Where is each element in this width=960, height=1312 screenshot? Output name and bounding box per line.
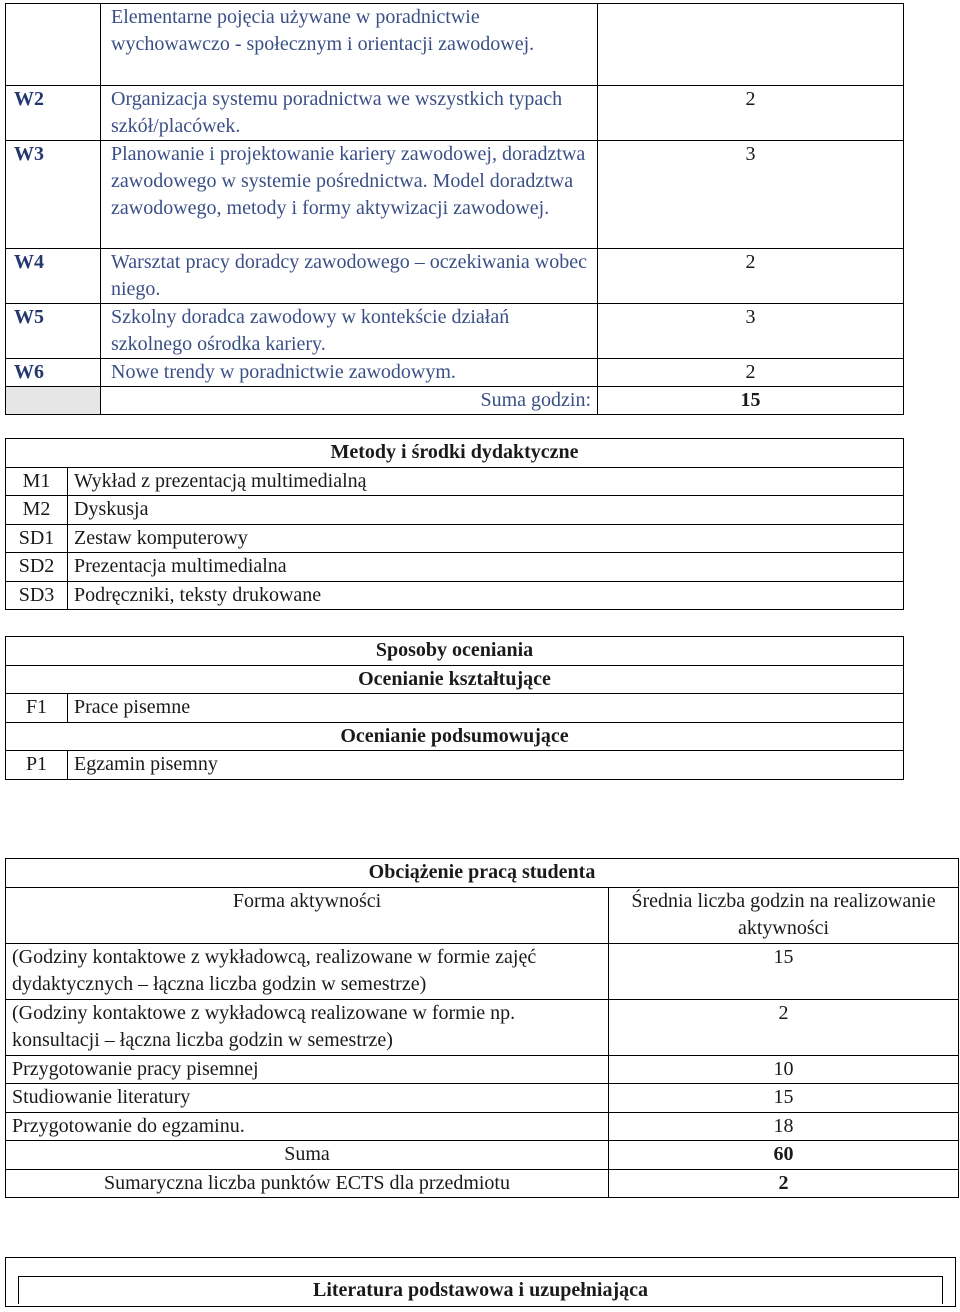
topic-code: W5 [6, 304, 101, 359]
method-code: M1 [6, 467, 68, 496]
summative-title: Ocenianie podsumowujące [6, 722, 904, 751]
workload-label: Przygotowanie do egzaminu. [6, 1112, 609, 1141]
methods-table [5, 438, 904, 610]
topic-code: W4 [6, 249, 101, 304]
topic-hours: 2 [598, 359, 904, 387]
topic-hours: 2 [598, 86, 904, 141]
sum-label: Suma godzin: [101, 387, 598, 415]
method-text: Zestaw komputerowy [68, 524, 904, 553]
workload-label: (Godziny kontaktowe z wykładowcą, realizowane w formie zajęć dydaktycznych – łączna liczba godzin w semestrze) [6, 943, 609, 999]
topic-hours: 3 [598, 304, 904, 359]
topic-code: W2 [6, 86, 101, 141]
method-text: Wykład z prezentacją multimedialną [68, 467, 904, 496]
summative-text: Egzamin pisemny [68, 751, 904, 780]
method-row [6, 553, 904, 582]
topic-text: Szkolny doradca zawodowy w kontekście działań szkolnego ośrodka kariery. [101, 304, 598, 359]
topic-row [6, 304, 904, 359]
workload-col2-header: Średnia liczba godzin na realizowanie aktywności [609, 887, 959, 943]
ects-row [6, 1169, 959, 1198]
topic-code [6, 4, 101, 86]
sum-value: 15 [598, 387, 904, 415]
workload-value: 2 [609, 999, 959, 1055]
summative-code: P1 [6, 751, 68, 780]
workload-value: 15 [609, 1084, 959, 1113]
literature-inner [18, 1276, 943, 1304]
workload-row [6, 1055, 959, 1084]
methods-title-row [6, 439, 904, 468]
topic-hours: 3 [598, 141, 904, 249]
method-code: M2 [6, 496, 68, 525]
topic-hours: 2 [598, 249, 904, 304]
method-row [6, 467, 904, 496]
workload-label: Studiowanie literatury [6, 1084, 609, 1113]
formative-row [6, 694, 904, 723]
workload-table [5, 858, 959, 1198]
topic-row [6, 359, 904, 387]
workload-col1-header: Forma aktywności [6, 887, 609, 943]
method-code: SD1 [6, 524, 68, 553]
workload-value: 18 [609, 1112, 959, 1141]
workload-label: (Godziny kontaktowe z wykładowcą realizowane w formie np. konsultacji – łączna liczba godzin w semestrze) [6, 999, 609, 1055]
workload-sum-value: 60 [609, 1141, 959, 1170]
method-code: SD3 [6, 581, 68, 610]
method-row [6, 524, 904, 553]
workload-header-row [6, 887, 959, 943]
ects-label: Sumaryczna liczba punktów ECTS dla przedmiotu [6, 1169, 609, 1198]
topic-text: Organizacja systemu poradnictwa we wszystkich typach szkół/placówek. [101, 86, 598, 141]
workload-row [6, 999, 959, 1055]
topics-sum-row [6, 387, 904, 415]
workload-row [6, 1084, 959, 1113]
sum-blank-cell [6, 387, 101, 415]
workload-value: 15 [609, 943, 959, 999]
topic-code: W3 [6, 141, 101, 249]
formative-code: F1 [6, 694, 68, 723]
workload-title-row [6, 859, 959, 888]
workload-sum-label: Suma [6, 1141, 609, 1170]
formative-text: Prace pisemne [68, 694, 904, 723]
topic-row [6, 249, 904, 304]
formative-title-row [6, 665, 904, 694]
workload-label: Przygotowanie pracy pisemnej [6, 1055, 609, 1084]
literature-box [5, 1257, 956, 1307]
topic-hours [598, 4, 904, 86]
literature-title: Literatura podstawowa i uzupełniająca [313, 1279, 648, 1301]
topic-text: Nowe trendy w poradnictwie zawodowym. [101, 359, 598, 387]
topic-text: Warsztat pracy doradcy zawodowego – oczekiwania wobec niego. [101, 249, 598, 304]
method-code: SD2 [6, 553, 68, 582]
topic-text: Elementarne pojęcia używane w poradnictwie wychowawczo - społecznym i orientacji zawodowej. [101, 4, 598, 86]
method-row [6, 581, 904, 610]
formative-title: Ocenianie kształtujące [6, 665, 904, 694]
topic-row [6, 86, 904, 141]
workload-title: Obciążenie pracą studenta [6, 859, 959, 888]
workload-row [6, 943, 959, 999]
ects-value: 2 [609, 1169, 959, 1198]
summative-title-row [6, 722, 904, 751]
workload-row [6, 1112, 959, 1141]
topic-row [6, 141, 904, 249]
method-row [6, 496, 904, 525]
method-text: Dyskusja [68, 496, 904, 525]
method-text: Podręczniki, teksty drukowane [68, 581, 904, 610]
assessment-title: Sposoby oceniania [6, 637, 904, 666]
workload-sum-row [6, 1141, 959, 1170]
method-text: Prezentacja multimedialna [68, 553, 904, 582]
topic-row [6, 4, 904, 86]
methods-title: Metody i środki dydaktyczne [6, 439, 904, 468]
topic-code: W6 [6, 359, 101, 387]
assessment-table [5, 636, 904, 780]
summative-row [6, 751, 904, 780]
topics-table [5, 3, 904, 415]
topic-text: Planowanie i projektowanie kariery zawodowej, doradztwa zawodowego w systemie pośrednictwa. Model doradztwa zawodowego, metody i formy aktywizacji zawodowej. [101, 141, 598, 249]
assessment-title-row [6, 637, 904, 666]
workload-value: 10 [609, 1055, 959, 1084]
